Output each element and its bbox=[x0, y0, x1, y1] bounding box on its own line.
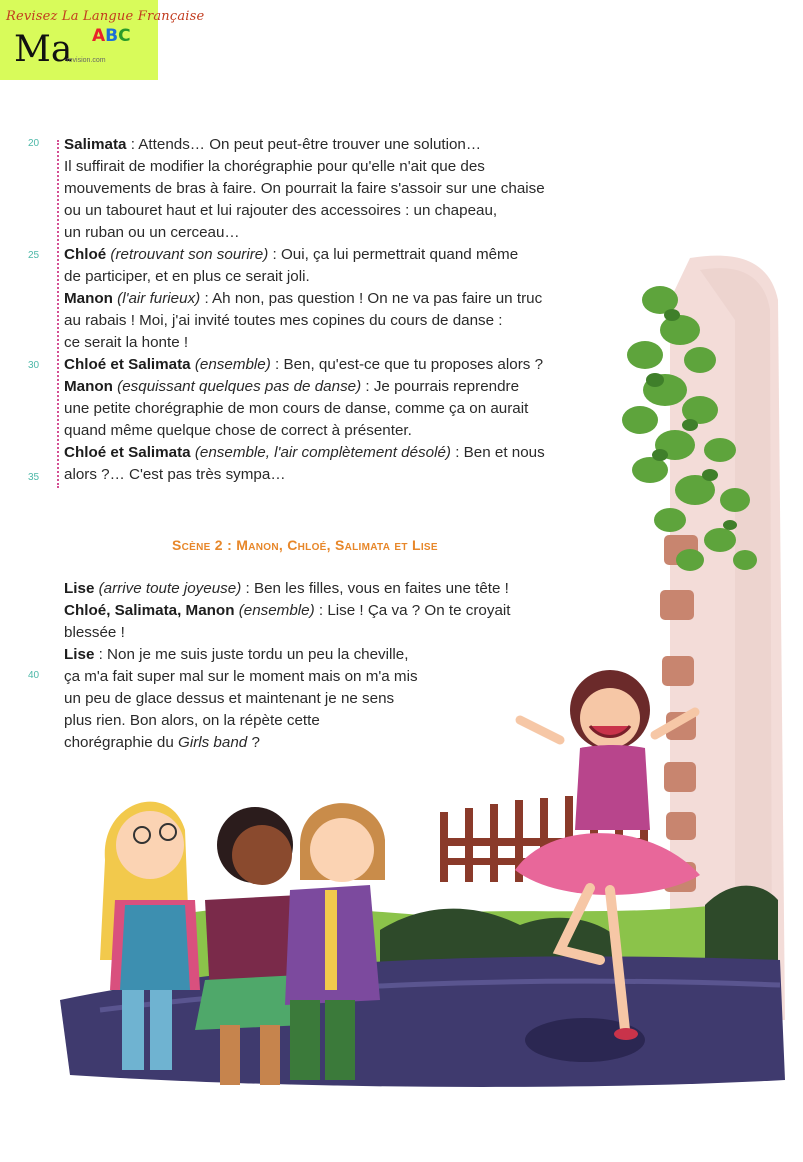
dialogue-line bbox=[64, 464, 286, 486]
line-text: : Attends… On peut peut-être trouver une solution… bbox=[126, 136, 482, 153]
line-text: : Ah non, pas question ! On ne va pas faire un truc bbox=[200, 290, 543, 307]
stage-direction: (ensemble) bbox=[234, 602, 315, 619]
line-text: : Ben les filles, vous en faites une tête ! bbox=[241, 580, 509, 597]
dialogue-line bbox=[64, 266, 310, 288]
line-number: 30 bbox=[28, 360, 40, 371]
dialogue-line bbox=[64, 600, 511, 622]
line-text: ou un tabouret haut et lui rajouter des accessoires : un chapeau, bbox=[64, 202, 498, 219]
line-text: alors ?… C'est pas très sympa… bbox=[64, 466, 286, 483]
line-text: un peu de glace dessus et maintenant je ne sens bbox=[64, 690, 395, 707]
dialogue-line bbox=[64, 420, 412, 442]
stage-direction: (arrive toute joyeuse) bbox=[94, 580, 242, 597]
line-text: ça m'a fait super mal sur le moment mais on m'a mis bbox=[64, 668, 418, 685]
speaker-name: Manon bbox=[64, 378, 113, 395]
dialogue-line bbox=[64, 178, 545, 200]
dialogue-line bbox=[64, 622, 125, 644]
line-text: : Je pourrais reprendre bbox=[361, 378, 520, 395]
dialogue-line bbox=[64, 398, 528, 420]
line-text: plus rien. Bon alors, on la répète cette bbox=[64, 712, 320, 729]
logo-tagline: Revisez La Langue Française bbox=[6, 9, 205, 24]
line-text-tail: ? bbox=[247, 734, 260, 751]
scene-title: Scène 2 : Manon, Chloé, Salimata et Lise bbox=[172, 537, 438, 553]
dialogue-line bbox=[64, 710, 320, 732]
speaker-name: Chloé bbox=[64, 246, 107, 263]
line-text: quand même quelque chose de correct à présenter. bbox=[64, 422, 412, 439]
speaker-name: Chloé, Salimata, Manon bbox=[64, 602, 235, 619]
speaker-name: Chloé et Salimata bbox=[64, 356, 191, 373]
stage-direction: (l'air furieux) bbox=[112, 290, 201, 307]
line-text: ce serait la honte ! bbox=[64, 334, 189, 351]
logo-main-text: Ma bbox=[14, 29, 73, 70]
dialogue-line bbox=[64, 222, 240, 244]
dialogue-line bbox=[64, 644, 408, 666]
dialogue-line bbox=[64, 666, 418, 688]
speaker-name: Lise bbox=[64, 580, 95, 597]
line-text: : Lise ! Ça va ? On te croyait bbox=[314, 602, 511, 619]
speaker-name: Lise bbox=[64, 646, 95, 663]
line-text: : Ben et nous bbox=[450, 444, 545, 461]
stage-direction: (ensemble) bbox=[190, 356, 271, 373]
speaker-name: Salimata bbox=[64, 136, 127, 153]
title-italic: Girls band bbox=[178, 734, 248, 751]
dialogue-line bbox=[64, 732, 260, 754]
line-text: : Non je me suis juste tordu un peu la cheville, bbox=[94, 646, 409, 663]
dialogue-line bbox=[64, 332, 188, 354]
line-number: 25 bbox=[28, 250, 40, 261]
line-text: une petite chorégraphie de mon cours de danse, comme ça on aurait bbox=[64, 400, 529, 417]
dialogue-line bbox=[64, 156, 485, 178]
dialogue-line bbox=[64, 134, 481, 156]
line-text: chorégraphie du bbox=[64, 734, 178, 751]
line-text: au rabais ! Moi, j'ai invité toutes mes copines du cours de danse : bbox=[64, 312, 503, 329]
logo-abc-letters: ABC bbox=[92, 26, 131, 46]
line-number: 20 bbox=[28, 138, 40, 149]
dialogue-line bbox=[64, 354, 543, 376]
line-number: 35 bbox=[28, 472, 40, 483]
line-number: 40 bbox=[28, 670, 40, 681]
dialogue-line bbox=[64, 288, 542, 310]
stage-direction: (ensemble, l'air complètement désolé) bbox=[190, 444, 451, 461]
line-text: de participer, et en plus ce serait joli. bbox=[64, 268, 310, 285]
logo-url: -revision.com bbox=[64, 57, 106, 64]
line-text: blessée ! bbox=[64, 624, 125, 641]
dialogue-line bbox=[64, 442, 545, 464]
stage-direction: (retrouvant son sourire) bbox=[106, 246, 269, 263]
speaker-name: Manon bbox=[64, 290, 113, 307]
line-text: : Oui, ça lui permettrait quand même bbox=[268, 246, 519, 263]
margin-dotted-line bbox=[57, 140, 59, 488]
line-text: Il suffirait de modifier la chorégraphie pour qu'elle n'ait que des bbox=[64, 158, 485, 175]
dialogue-line bbox=[64, 244, 518, 266]
stage-direction: (esquissant quelques pas de danse) bbox=[112, 378, 362, 395]
speaker-name: Chloé et Salimata bbox=[64, 444, 191, 461]
site-logo bbox=[0, 0, 205, 80]
dialogue-line bbox=[64, 578, 509, 600]
dialogue-line bbox=[64, 200, 497, 222]
dialogue-line bbox=[64, 376, 519, 398]
line-text: mouvements de bras à faire. On pourrait la faire s'assoir sur une chaise bbox=[64, 180, 545, 197]
line-text: : Ben, qu'est-ce que tu proposes alors ? bbox=[270, 356, 544, 373]
dialogue-line bbox=[64, 310, 503, 332]
line-text: un ruban ou un cerceau… bbox=[64, 224, 240, 241]
dialogue-line bbox=[64, 688, 394, 710]
